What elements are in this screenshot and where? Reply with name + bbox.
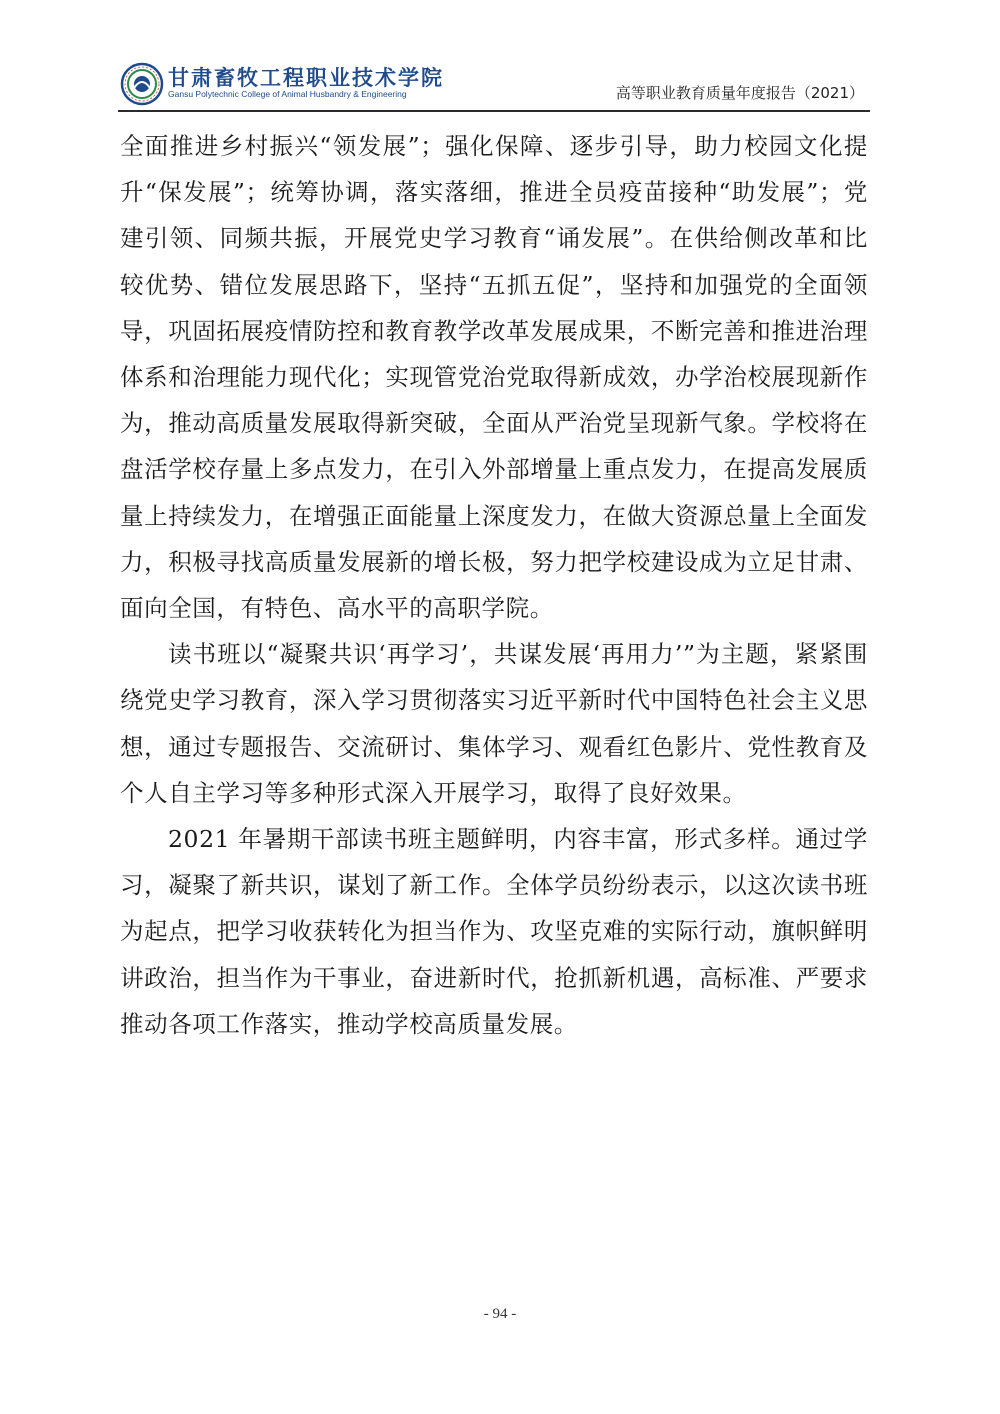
paragraph: 读书班以“凝聚共识‘再学习’，共谋发展‘再用力’”为主题，紧紧围绕党史学习教育，深入学习贯彻落实习近平新时代中国特色社会主义思想，通过专题报告、交流研讨、集体学习、观看红色影片、党性教育及个人自主学习等多种形式深入开展学习，取得了良好效果。 (120, 640, 868, 807)
paragraph: 全面推进乡村振兴“领发展”；强化保障、逐步引导，助力校园文化提升“保发展”；统筹协调，落实落细，推进全员疫苗接种“助发展”；党建引领、同频共振，开展党史学习教育“诵发展”。在供给侧改革和比较优势、错位发展思路下，坚持“五抓五促”，坚持和加强党的全面领导，巩固拓展疫情防控和教育教学改革发展成果，不断完善和推进治理体系和治理能力现代化；实现管党治党取得新成效，办学治校展现新作为，推动高质量发展取得新突破，全面从严治党呈现新气象。学校将在盘活学校存量上多点发力，在引入外部增量上重点发力，在提高发展质量上持续发力，在增强正面能量上深度发力，在做大资源总量上全面发力，积极寻找高质量发展新的增长极，努力把学校建设成为立足甘肃、面向全国，有特色、高水平的高职学院。 (120, 132, 868, 623)
body-text (120, 123, 868, 1047)
institution-name-en: Gansu Polytechnic College of Animal Husbandry & Engineering (168, 89, 407, 99)
college-logo (120, 62, 444, 106)
paragraph: 2021 年暑期干部读书班主题鲜明，内容丰富，形式多样。通过学习，凝聚了新共识，谋划了新工作。全体学员纷纷表示，以这次读书班为起点，把学习收获转化为担当作为、攻坚克难的实际行动，旗帜鲜明讲政治，担当作为干事业，奋进新时代，抢抓新机遇，高标准、严要求推动各项工作落实，推动学校高质量发展。 (120, 825, 868, 1038)
page-header (118, 58, 870, 112)
report-title: 高等职业教育质量年度报告（2021） (615, 84, 864, 102)
institution-name-cn: 甘肃畜牧工程职业技术学院 (168, 66, 444, 90)
page-number: - 94 - (483, 1306, 517, 1322)
college-emblem-icon (120, 62, 164, 106)
